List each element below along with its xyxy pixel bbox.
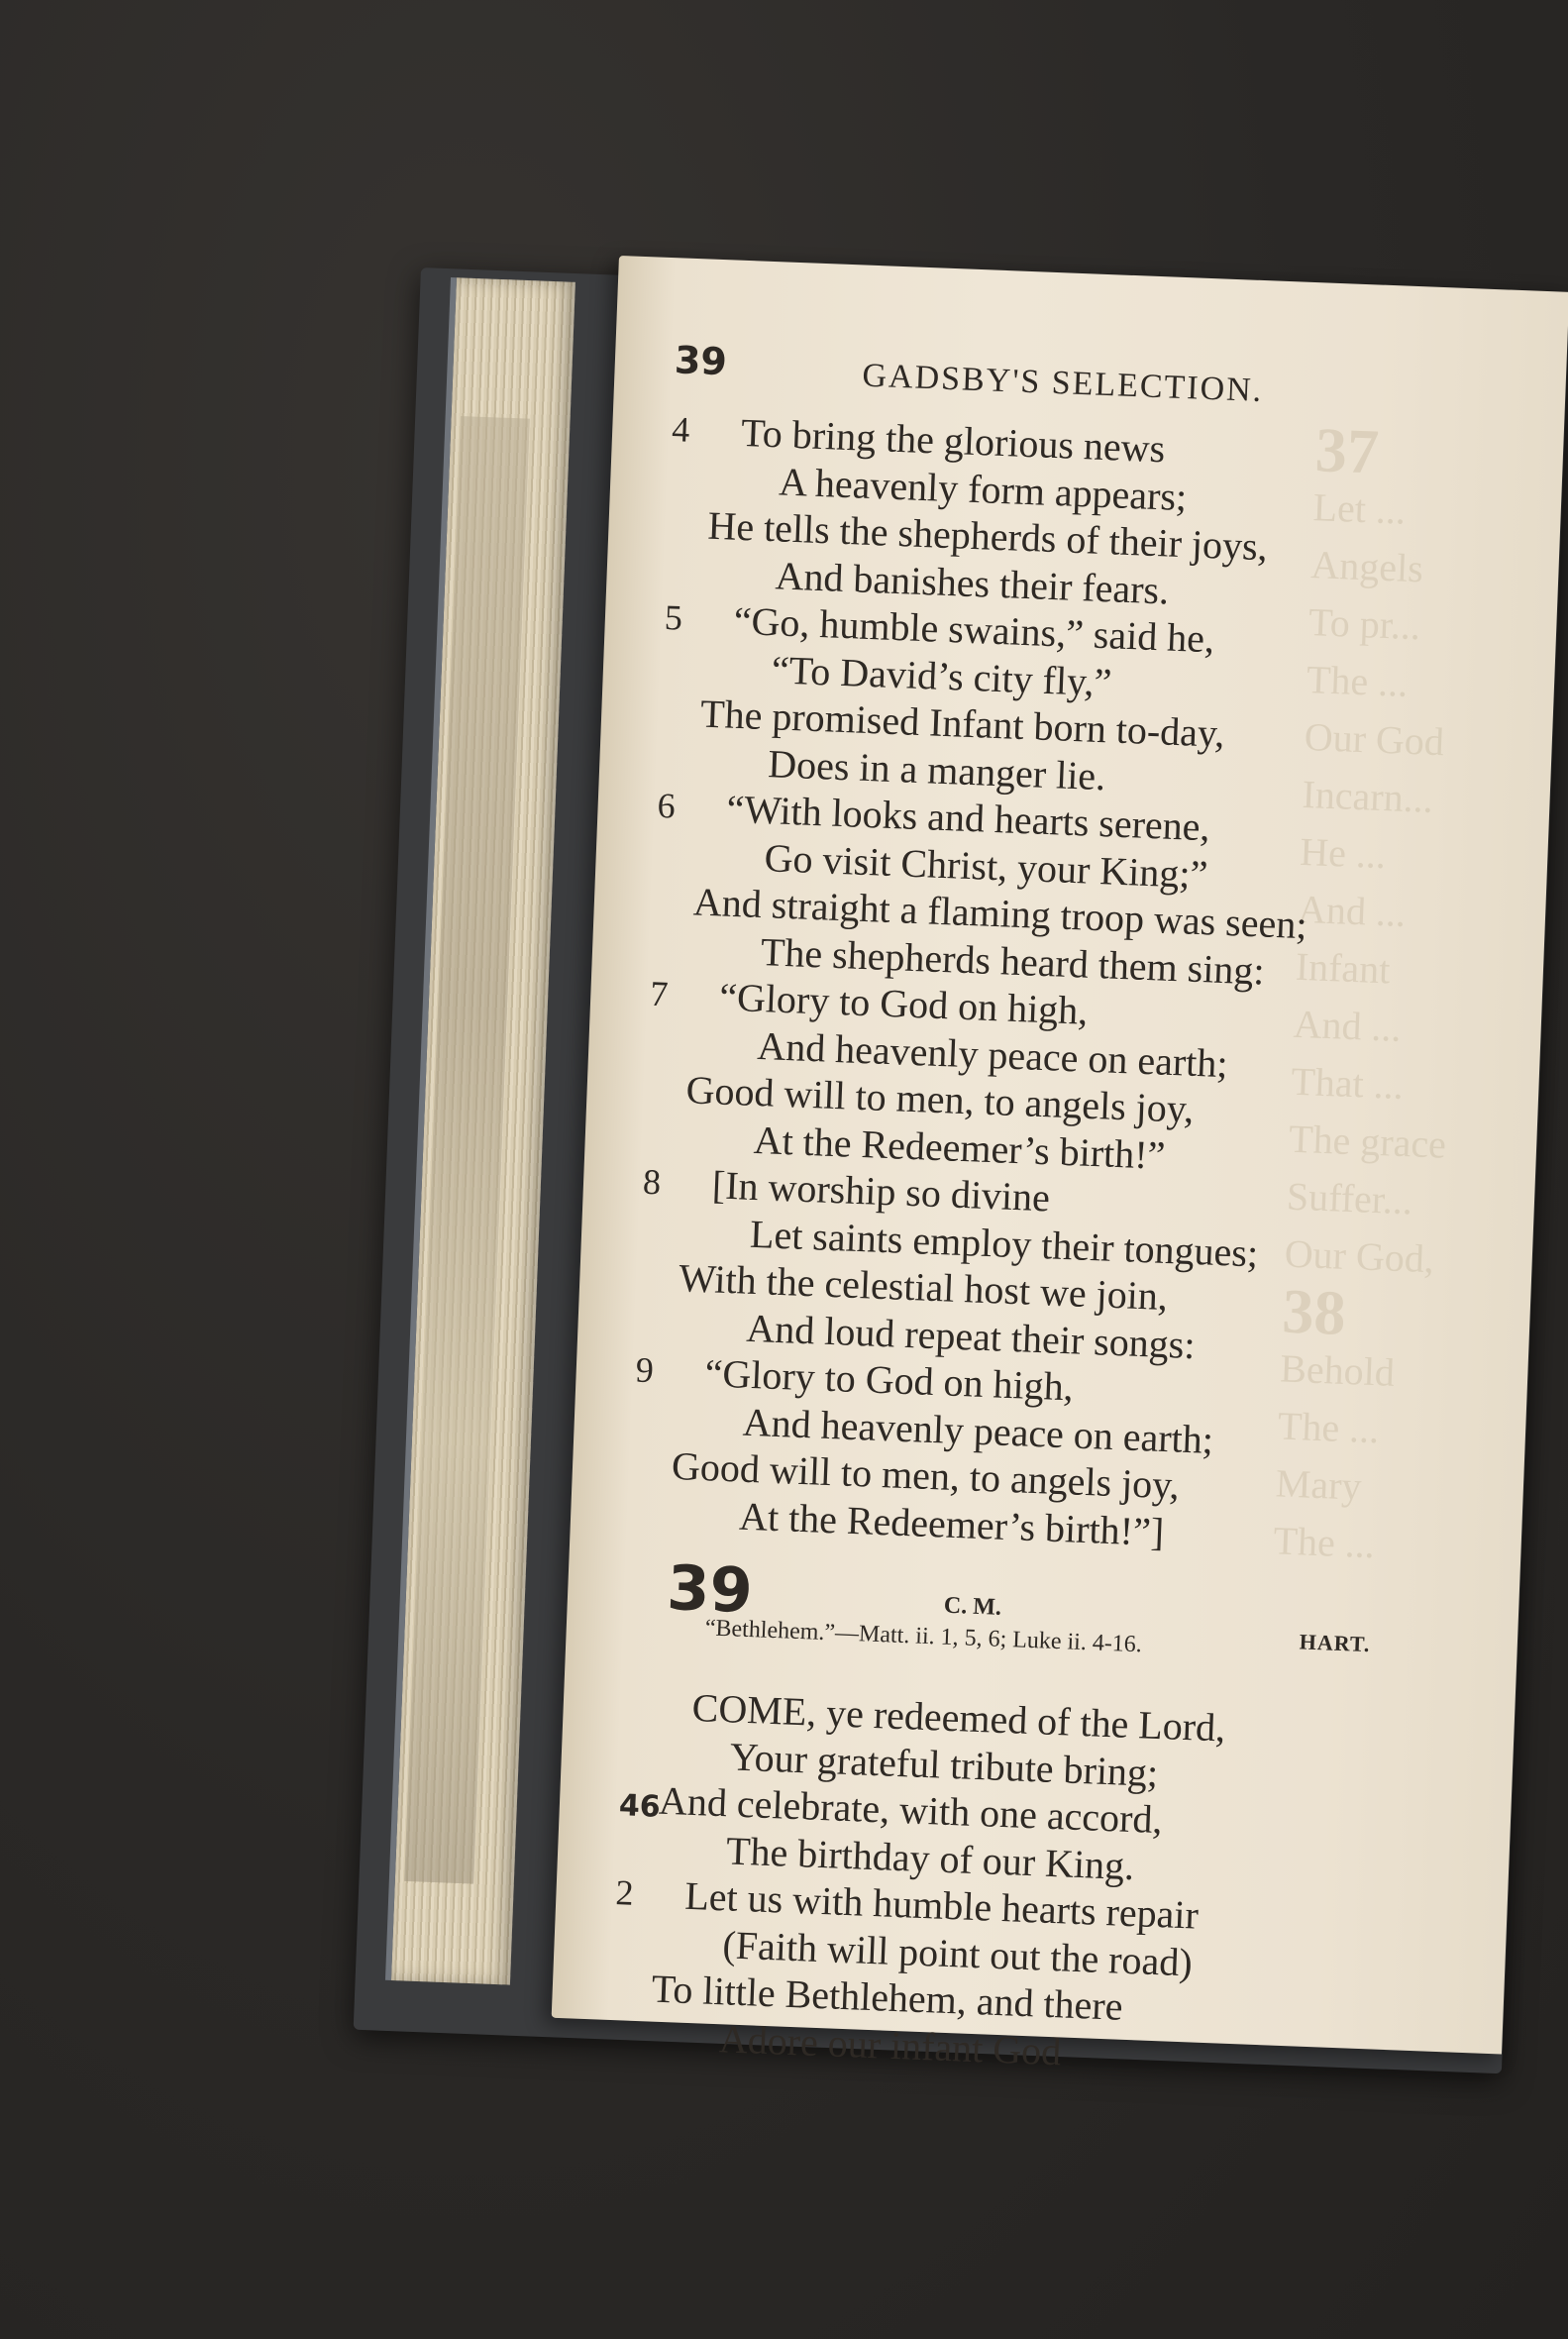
book-page: [552, 256, 1568, 2073]
verse-line: And heavenly peace on earth;: [742, 1399, 1214, 1462]
verse-line: (Faith will point out the road): [721, 1921, 1194, 1984]
verse-line: Go visit Christ, your King;”: [763, 834, 1209, 897]
hymn-author: HART.: [1299, 1629, 1371, 1657]
verse-line: Good will to men, to angels joy,: [671, 1442, 1181, 1508]
verse-line: He tells the shepherds of their joys,: [706, 502, 1269, 570]
running-title: GADSBY'S SELECTION.: [861, 357, 1264, 410]
verse-number: 9: [635, 1349, 655, 1391]
verse-number: 6: [656, 785, 677, 826]
verse-line: And heavenly peace on earth;: [756, 1022, 1229, 1086]
verse-line: “Go, humble swains,” said he,: [733, 597, 1215, 662]
verse-line: Your grateful tribute bring;: [729, 1733, 1160, 1795]
verse: [616, 1681, 1435, 1900]
verse-line: The birthday of our King.: [725, 1827, 1136, 1888]
page-number: 39: [674, 338, 728, 384]
verse-line: At the Redeemer’s birth!”: [752, 1116, 1167, 1178]
verse-line: “Glory to God on high,: [703, 1350, 1075, 1410]
verse: [651, 783, 1470, 1002]
verse-line: COME, ye redeemed of the Lord,: [690, 1684, 1226, 1751]
verse-number: 5: [664, 597, 683, 638]
verse-number: 4: [671, 409, 691, 450]
verse: [644, 971, 1463, 1190]
verse: [659, 594, 1478, 813]
hymn-meter: C. M.: [943, 1592, 1002, 1621]
verse-line: The promised Infant born to-day,: [699, 691, 1226, 756]
verse-line: [In worship so divine: [711, 1162, 1051, 1221]
bleed-through-text: 37 Let ... Angels To pr... The ... Our God Incarn... He ... And ... Infant And ... That ... The grace Suffer... Our God, 38 Behold The ... Mary The ...: [1272, 414, 1447, 1567]
tune-reference: “Bethlehem.”—Matt. ii. 1, 5, 6; Luke ii. 4-16.: [704, 1615, 1143, 1658]
verse-number: 7: [649, 973, 670, 1014]
verse-line: “Glory to God on high,: [718, 974, 1090, 1033]
verse-line: And celebrate, with one accord,: [658, 1777, 1164, 1843]
continued-verses: [629, 406, 1484, 1566]
verse-line: Does in a manger lie.: [767, 740, 1107, 798]
verse: [666, 406, 1485, 625]
verse-line: “To David’s city fly,”: [771, 646, 1113, 704]
verse-line: And banishes their fears.: [774, 552, 1170, 613]
verse-line: At the Redeemer’s birth!”]: [738, 1493, 1165, 1554]
signature-mark: 46: [618, 1788, 662, 1825]
verse-line: Let us with humble hearts repair: [683, 1872, 1200, 1938]
verse-line: The shepherds heard them sing:: [760, 928, 1266, 994]
verse-number: 8: [642, 1161, 662, 1203]
verse-line: Good will to men, to angels joy,: [684, 1067, 1196, 1131]
verse: [637, 1159, 1456, 1378]
verse: [609, 1869, 1428, 2088]
verse-line: To little Bethlehem, and there: [651, 1966, 1124, 2029]
verse-line: And straight a flaming troop was seen;: [692, 879, 1308, 948]
page-content: [609, 337, 1487, 2088]
verse-line: “With looks and hearts serene,: [725, 786, 1211, 850]
verse: [629, 1346, 1448, 1565]
verse-line: And loud repeat their songs:: [745, 1305, 1197, 1367]
verse-line: With the celestial host we join,: [678, 1255, 1169, 1320]
hymn-number: 39: [666, 1550, 755, 1628]
verse-line: To bring the glorious news: [740, 409, 1167, 472]
hymn-verses: [609, 1681, 1435, 2088]
verse-line: Adore our infant God: [718, 2015, 1063, 2073]
verse-number: 2: [614, 1872, 635, 1913]
verse-line: Let saints employ their tongues;: [749, 1211, 1259, 1275]
verse-line: A heavenly form appears;: [778, 458, 1189, 519]
